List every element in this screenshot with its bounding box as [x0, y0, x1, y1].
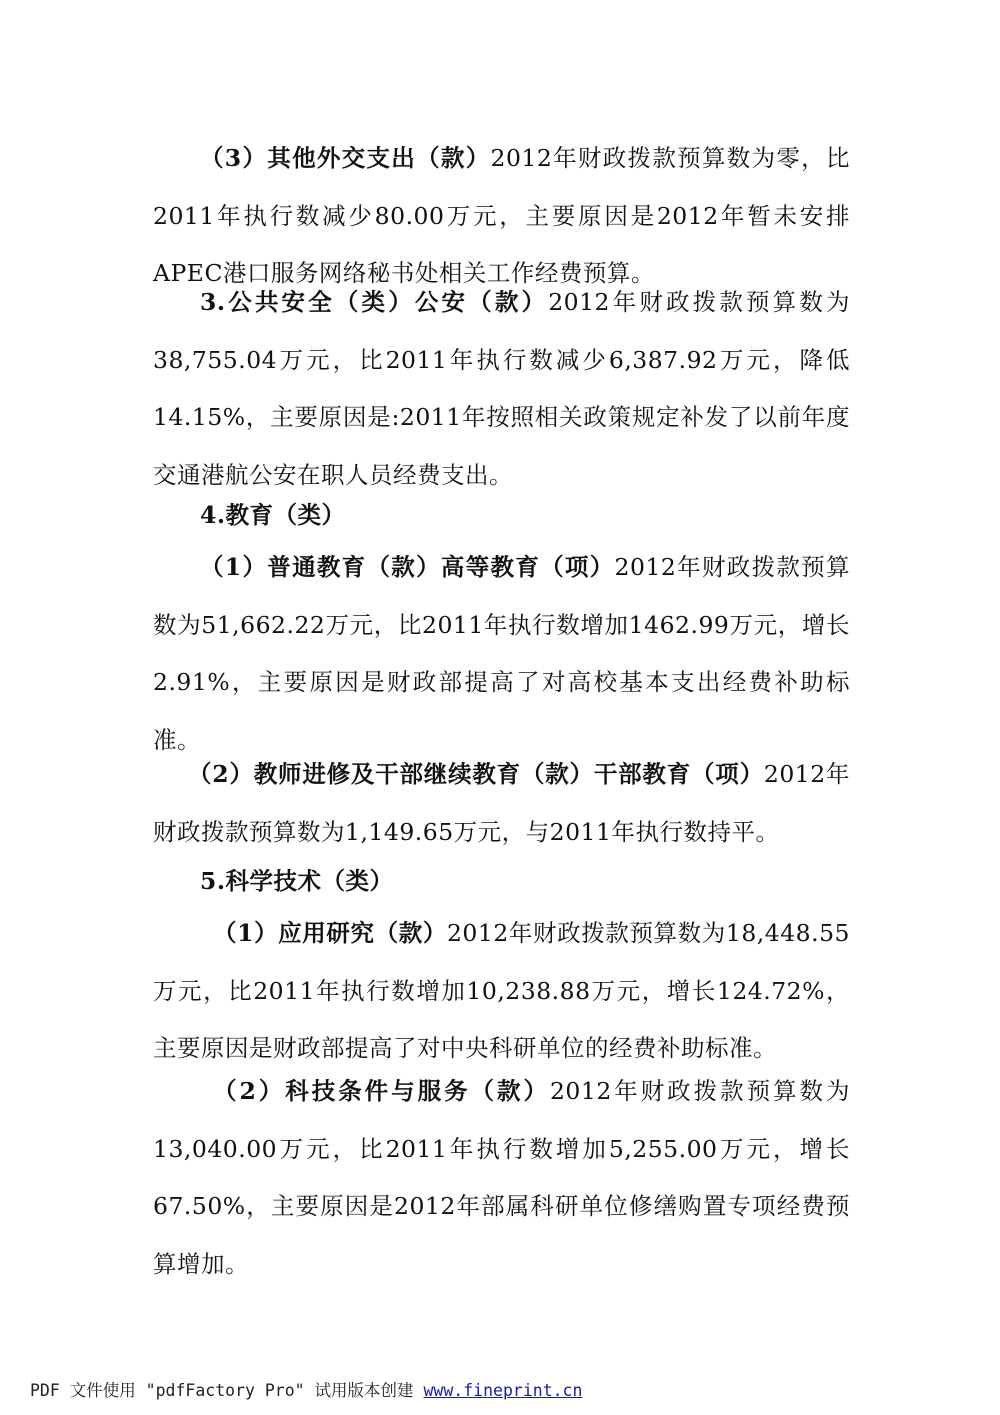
paragraph-public-security — [153, 274, 850, 504]
paragraph-heading: （1）普通教育（款）高等教育（项） — [200, 553, 615, 581]
paragraph-body: 2012年财政拨款预算数为13,040.00万元，比2011年执行数增加5,255.00万元，增长67.50%，主要原因是2012年部属科研单位修缮购置专项经费预算增加。 — [153, 1077, 850, 1278]
paragraph-heading: （2）科技条件与服务（款） — [213, 1077, 550, 1105]
paragraph-heading: 3.公共安全（类）公安（款） — [200, 288, 549, 316]
paragraph-heading: 5.科学技术（类） — [200, 867, 394, 895]
paragraph-higher-education — [153, 539, 850, 769]
paragraph-heading: 4.教育（类） — [200, 501, 346, 529]
paragraph-body: 2012年财政拨款预算数为1,149.65万元，与2011年执行数持平。 — [153, 760, 850, 846]
paragraph-science-heading — [153, 853, 850, 911]
paragraph-body: 2012年财政拨款预算数为51,662.22万元，比2011年执行数增加1462.99万元，增长2.91%，主要原因是财政部提高了对高校基本支出经费补助标准。 — [153, 553, 850, 754]
paragraph-heading: （3）其他外交支出（款） — [200, 144, 491, 172]
footer-link[interactable]: www.fineprint.cn — [423, 1381, 583, 1400]
paragraph-tech-services — [153, 1063, 850, 1293]
paragraph-body: 2012年财政拨款预算数为38,755.04万元，比2011年执行数减少6,387.92万元，降低14.15%，主要原因是:2011年按照相关政策规定补发了以前年度交通港航公安在职人员经费支出。 — [153, 288, 850, 489]
paragraph-education-heading — [153, 487, 850, 545]
paragraph-applied-research — [153, 905, 850, 1078]
footer-text: PDF 文件使用 "pdfFactory Pro" 试用版本创建 — [30, 1381, 424, 1400]
paragraph-cadre-education — [153, 746, 850, 861]
paragraph-heading: （2）教师进修及干部继续教育（款）干部教育（项） — [188, 760, 764, 788]
paragraph-heading: （1）应用研究（款） — [213, 919, 447, 947]
paragraph-body: 2012年财政拨款预算数为18,448.55万元，比2011年执行数增加10,238.88万元，增长124.72%，主要原因是财政部提高了对中央科研单位的经费补助标准。 — [153, 919, 850, 1063]
paragraph-body: 2012年财政拨款预算数为零，比2011年执行数减少80.00万元，主要原因是2012年暂未安排APEC港口服务网络秘书处相关工作经费预算。 — [153, 144, 850, 288]
pdf-factory-footer — [30, 1377, 582, 1401]
